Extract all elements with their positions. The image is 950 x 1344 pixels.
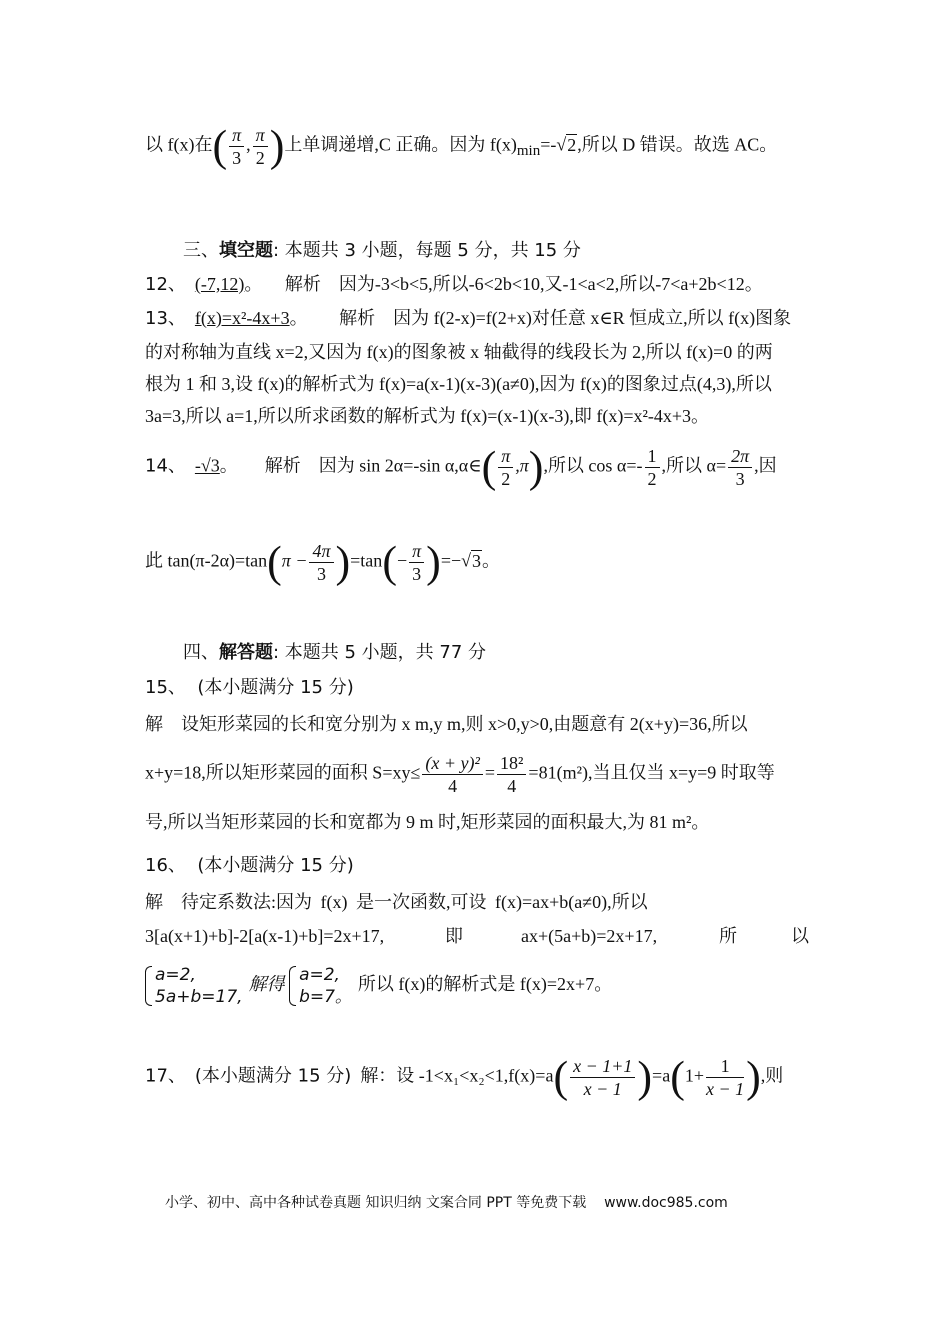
footer-text: 小学、初中、高中各种试卷真题 知识归纳 文案合同 PPT 等免费下载	[165, 1195, 587, 1211]
q16-line3: a=2, 5a+b=17, 解得 a=2, b=7。 所以 f(x)的解析式是 f(x)=2x+7。	[145, 964, 612, 1008]
q13-line1: 13、 f(x)=x²-4x+3。 解析 因为 f(2-x)=f(2+x)对任意 x∈R 恒成立,所以 f(x)图象	[145, 308, 792, 329]
q13-line2: 的对称轴为直线 x=2,又因为 f(x)的图象被 x 轴截得的线段长为 2,所以 f(x)=0 的两	[145, 342, 773, 362]
q17-line1: 17、 (本小题满分 15 分) 解：设 -1<x₁<x₂<1,f(x)=a( $\frac{x - 1+1}{x - 1}$ )=a(1+ $\frac{1}{x - 1}$ ),则	[145, 1052, 784, 1102]
q15-line2: x+y=18,所以矩形菜园的面积 S=xy≤ $\frac{\text{(x + y)²}}{4}$ = $\frac{\text{18²}}{4}$ =81(m²),当且仅当 x=y=9 时取等	[145, 753, 775, 796]
q12-answer: 12、 (-7,12)。 解析 因为-3<b<5,所以-6<2b<10,又-1<a<2,所以-7<a+2b<12。	[145, 274, 763, 295]
footer-url[interactable]: www.doc985.com	[604, 1195, 728, 1211]
q15-line1: 解 设矩形菜园的长和宽分别为 x m,y m,则 x>0,y>0,由题意有 2(x+y)=36,所以	[145, 714, 748, 734]
system-2: a=2, b=7。	[289, 964, 352, 1008]
frac-pi-2: $\frac{\pi}{2}$	[253, 124, 268, 169]
system-1: a=2, 5a+b=17,	[145, 964, 243, 1008]
line1-pre: 以 f(x)在	[145, 134, 213, 155]
q13-line3: 根为 1 和 3,设 f(x)的解析式为 f(x)=a(x-1)(x-3)(a≠0),因为 f(x)的图象过点(4,3),所以	[145, 374, 772, 394]
q14-line1: 14、 -√3。 解析 因为 sin 2α=-sin α,α∈( $\frac{\pi}{2}$ ,π),所以 cos α=- $\frac{1}{2}$ ,所以 α= $\frac{2\pi}{3}$ ,因	[145, 442, 777, 492]
q13-line4: 3a=3,所以 a=1,所以所求函数的解析式为 f(x)=(x-1)(x-3),即 f(x)=x²-4x+3。	[145, 406, 710, 426]
footer	[165, 1192, 728, 1212]
q14-line2: 此 tan(π-2α)=tan(π − $\frac{4\pi}{3}$ )=tan(− $\frac{\pi}{3}$ )=−√3。	[145, 537, 501, 587]
q16-line2: 3[a(x+1)+b]-2[a(x-1)+b]=2x+17, 即 ax+(5a+b)=2x+17, 所 以	[145, 926, 809, 946]
frac-pi-3: $\frac{\pi}{3}$	[229, 124, 244, 169]
q16-line1: 解 待定系数法:因为 f(x) 是一次函数,可设 f(x)=ax+b(a≠0),所以	[145, 892, 648, 912]
section-3-heading: 三、填空题: 本题共 3 小题，每题 5 分，共 15 分	[183, 240, 581, 261]
section-4-heading: 四、解答题: 本题共 5 小题，共 77 分	[183, 642, 487, 663]
q16-heading: 16、 (本小题满分 15 分)	[145, 855, 354, 876]
q15-heading: 15、 (本小题满分 15 分)	[145, 677, 354, 698]
line-q11-conclusion: 以 f(x)在( $\frac{\pi}{3}$ , $\frac{\pi}{2}$ )上单调递增,C 正确。因为 $f(x)_{min}=-√2$,所以 D 错误。故选 AC。	[145, 121, 778, 171]
q15-line3: 号,所以当矩形菜园的长和宽都为 9 m 时,矩形菜园的面积最大,为 81 m²。	[145, 812, 710, 832]
